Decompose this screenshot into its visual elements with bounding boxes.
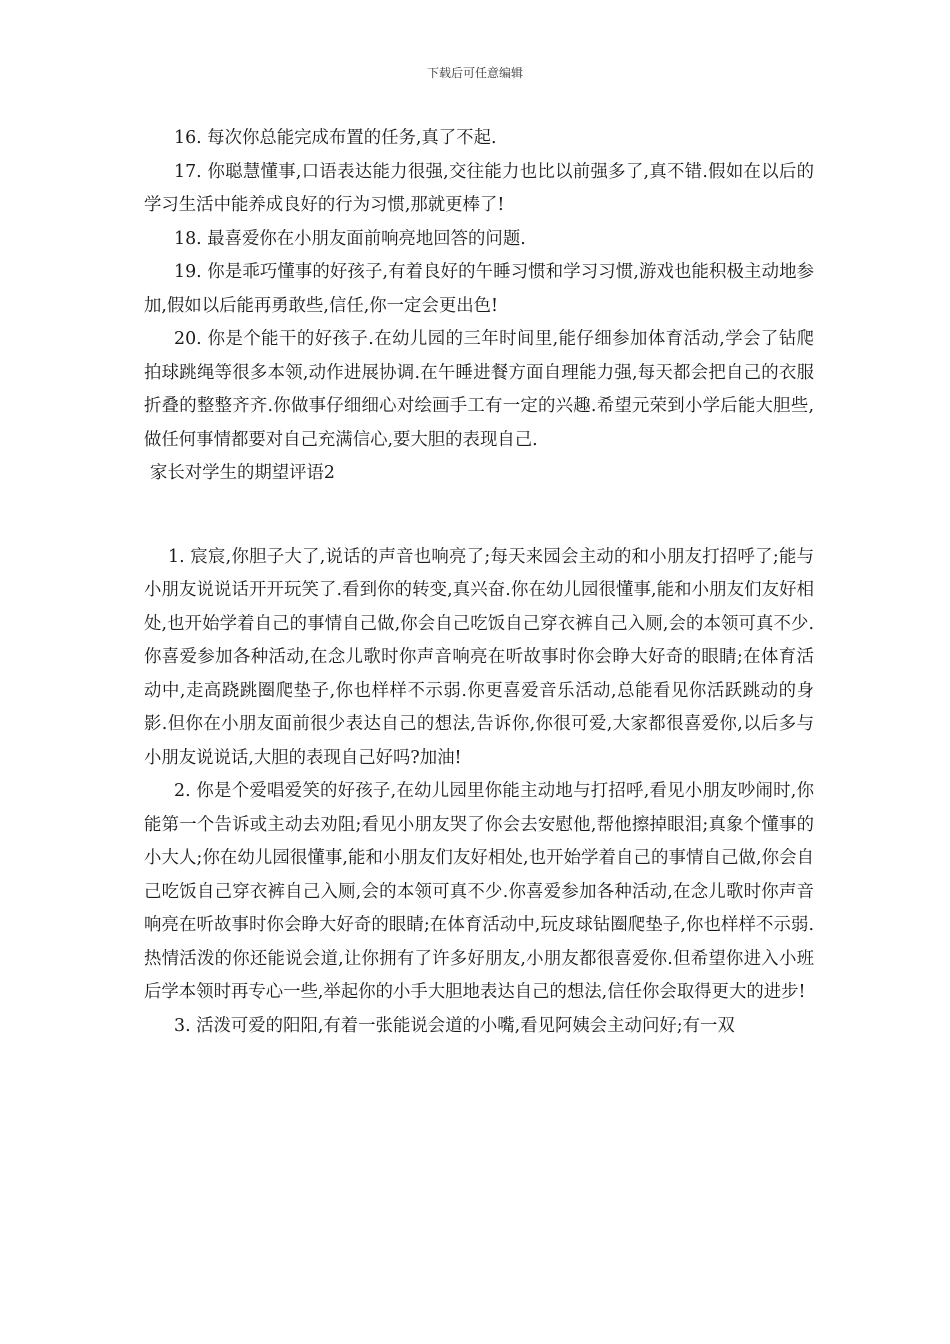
section-heading: 家长对学生的期望评语2 [150,463,335,483]
document-body [144,122,814,1043]
list-item: 1. 宸宸,你胆子大了,说话的声音也响亮了;每天来园会主动的和小朋友打招呼了;能与小朋友说说话开开玩笑了.看到你的转变,真兴奋.你在幼儿园很懂事,能和小朋友们友好相处,也开始学着自己的事情自己做,你会自己吃饭自己穿衣裤自己入厕,会的本领可真不少.你喜爱参加各种活动,在念儿歌时你声音响亮在听故事时你会睁大好奇的眼睛;在体育活动中,走高跷跳圈爬垫子,你也样样不示弱.你更喜爱音乐活动,总能看见你活跃跳动的身影.但你在小朋友面前很少表达自己的想法,告诉你,你很可爱,大家都很喜爱你,以后多与小朋友说说话,大胆的表现自己好吗?加油! [144,546,814,768]
list-item: 18. 最喜爱你在小朋友面前响亮地回答的问题. [174,228,526,249]
page-header: 下载后可任意编辑 [426,66,523,80]
list-item: 3. 活泼可爱的阳阳,有着一张能说会道的小嘴,看见阿姨会主动问好;有一双 [174,1015,735,1036]
list-item: 17. 你聪慧懂事,口语表达能力很强,交往能力也比以前强多了,真不错.假如在以后的学习生活中能养成良好的行为习惯,那就更棒了! [144,161,814,215]
list-item: 19. 你是乖巧懂事的好孩子,有着良好的午睡习惯和学习习惯,游戏也能积极主动地参加,假如以后能再勇敢些,信任,你一定会更出色! [144,262,814,316]
list-item: 20. 你是个能干的好孩子.在幼儿园的三年时间里,能仔细参加体育活动,学会了钻爬拍球跳绳等很多本领,动作进展协调.在午睡进餐方面自理能力强,每天都会把自己的衣服折叠的整整齐齐.你做事仔细细心对绘画手工有一定的兴趣.希望元荣到小学后能大胆些,做任何事情都要对自己充满信心,要大胆的表现自己. [144,329,814,450]
list-item: 2. 你是个爱唱爱笑的好孩子,在幼儿园里你能主动地与打招呼,看见小朋友吵闹时,你能第一个告诉或主动去劝阻;看见小朋友哭了你会去安慰他,帮他擦掉眼泪;真象个懂事的小大人;你在幼儿园很懂事,能和小朋友们友好相处,也开始学着自己的事情自己做,你会自己吃饭自己穿衣裤自己入厕,会的本领可真不少.你喜爱参加各种活动,在念儿歌时你声音响亮在听故事时你会睁大好奇的眼睛;在体育活动中,玩皮球钻圈爬垫子,你也样样不示弱.热情活泼的你还能说会道,让你拥有了许多好朋友,小朋友都很喜爱你.但希望你进入小班后学本领时再专心一些,举起你的小手大胆地表达自己的想法,信任你会取得更大的进步! [144,781,814,1002]
section-spacer [144,491,814,541]
list-item: 16. 每次你总能完成布置的任务,真了不起. [174,128,497,148]
